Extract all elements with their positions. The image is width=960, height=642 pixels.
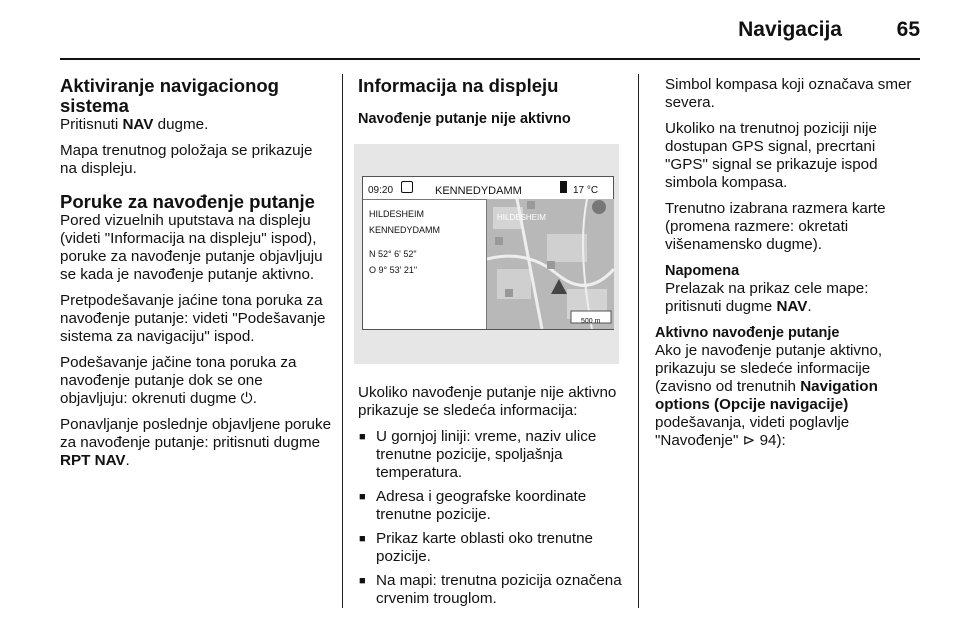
header-rule	[60, 58, 920, 60]
power-knob-icon: ⏻	[240, 390, 253, 407]
map-city-label: HILDESHEIM	[497, 213, 546, 222]
bullet-icon: ■	[359, 533, 366, 545]
list-item	[358, 428, 630, 482]
text: .	[125, 452, 130, 469]
list-item	[358, 488, 630, 524]
text: Ponavljanje poslednje objavljene poruke za navođenje putanje: pritisnuti dugme	[60, 416, 332, 451]
note-title: Napomena	[665, 263, 740, 279]
text: Ako je navođenje putanje aktivno, prikazuju se sledeće informacije (zavisno od trenutnih	[655, 342, 883, 395]
display-city: HILDESHEIM	[369, 209, 425, 219]
text: .	[252, 390, 257, 407]
paragraph-visual: Pored vizuelnih uputstava na displeju (videti "Informacija na displeju" ispod), poruke za navođenje putanje objavljuju se kada je navođenje putanje aktivno.	[60, 212, 323, 283]
text: dugme.	[153, 116, 209, 133]
thermometer-icon	[560, 181, 567, 193]
display-lon: O 9° 53' 21"	[369, 265, 418, 275]
nav-button-ref: NAV	[122, 116, 154, 133]
page-header	[0, 14, 960, 58]
column-2	[358, 76, 630, 614]
paragraph-scale: Trenutno izabrana razmera karte (promena razmere: okretati višenamensko dugme).	[665, 200, 886, 253]
display-map	[486, 199, 614, 329]
heading-activation: Aktiviranje navigacionog sistema	[60, 75, 279, 116]
text: 94):	[755, 432, 786, 449]
page-number: 65	[896, 18, 920, 41]
text: Pritisnuti	[60, 116, 123, 133]
display-street2: KENNEDYDAMM	[369, 225, 441, 235]
heading-info: Informacija na displeju	[358, 75, 559, 96]
bullet-icon: ■	[359, 491, 366, 503]
bullet-icon: ■	[359, 575, 366, 587]
page-ref-icon: ⊳	[742, 432, 756, 449]
column-3	[655, 76, 917, 458]
paragraph-preset: Pretpodešavanje jaćine tona poruka za navođenje putanje: videti "Podešavanje sistema za navigaciju" ispod.	[60, 292, 326, 345]
display-temp: 17 °C	[573, 185, 599, 196]
heading-active: Aktivno navođenje putanje	[655, 325, 840, 341]
map-scale: 500 m	[581, 318, 601, 325]
rpt-nav-button-ref: RPT NAV	[60, 452, 126, 469]
guidance-icon	[401, 181, 413, 193]
list-item-text: Na mapi: trenutna pozicija označena crvenim trouglom.	[376, 572, 622, 607]
display-time: 09:20	[368, 185, 394, 196]
list-item-text: U gornjoj liniji: vreme, naziv ulice trenutne pozicije, spoljašnja temperatura.	[376, 428, 597, 481]
heading-messages: Poruke za navođenje putanje	[60, 191, 315, 212]
display-panel	[362, 176, 614, 330]
paragraph-compass: Simbol kompasa koji označava smer severa.	[665, 76, 912, 111]
display-info	[363, 199, 485, 329]
nav-button-ref: NAV	[776, 298, 808, 315]
display-street: KENNEDYDAMM	[435, 185, 522, 197]
column-divider-2	[638, 74, 639, 608]
list-item	[358, 572, 630, 608]
navigation-options-ref: Navigation options (Opcije navigacije)	[655, 378, 878, 413]
list-item-text: Adresa i geografske koordinate trenutne pozicije.	[376, 488, 587, 523]
heading-inactive: Navođenje putanje nije aktivno	[358, 111, 571, 127]
note-block	[655, 262, 917, 316]
list-item	[358, 530, 630, 566]
text: Podešavanje jačine tona poruka za navođenje putanje dok se one objavljuju: okrenuti dugme	[60, 354, 297, 407]
info-list	[358, 428, 630, 608]
column-divider-1	[342, 74, 343, 608]
column-1	[60, 76, 332, 478]
display-screenshot	[354, 144, 619, 364]
list-item-text: Prikaz karte oblasti oko trenutne pozicije.	[376, 530, 593, 565]
display-lat: N 52° 6' 52"	[369, 249, 417, 259]
bullet-icon: ■	[359, 431, 366, 443]
text: .	[807, 298, 812, 315]
text: Prelazak na prikaz cele mape: pritisnuti dugme	[665, 280, 869, 315]
paragraph-gps: Ukoliko na trenutnoj poziciji nije dostupan GPS signal, precrtani "GPS" signal se prikazuje ispod simbola kompasa.	[665, 120, 878, 191]
text: podešavanja, videti poglavlje "Navođenje"	[655, 414, 850, 449]
page-title: Navigacija	[738, 18, 842, 41]
display-topbar	[363, 177, 613, 200]
indented-block	[655, 76, 917, 254]
paragraph-map: Mapa trenutnog položaja se prikazuje na displeju.	[60, 142, 313, 177]
paragraph-intro: Ukoliko navođenje putanje nije aktivno prikazuje se sledeća informacija:	[358, 384, 617, 419]
